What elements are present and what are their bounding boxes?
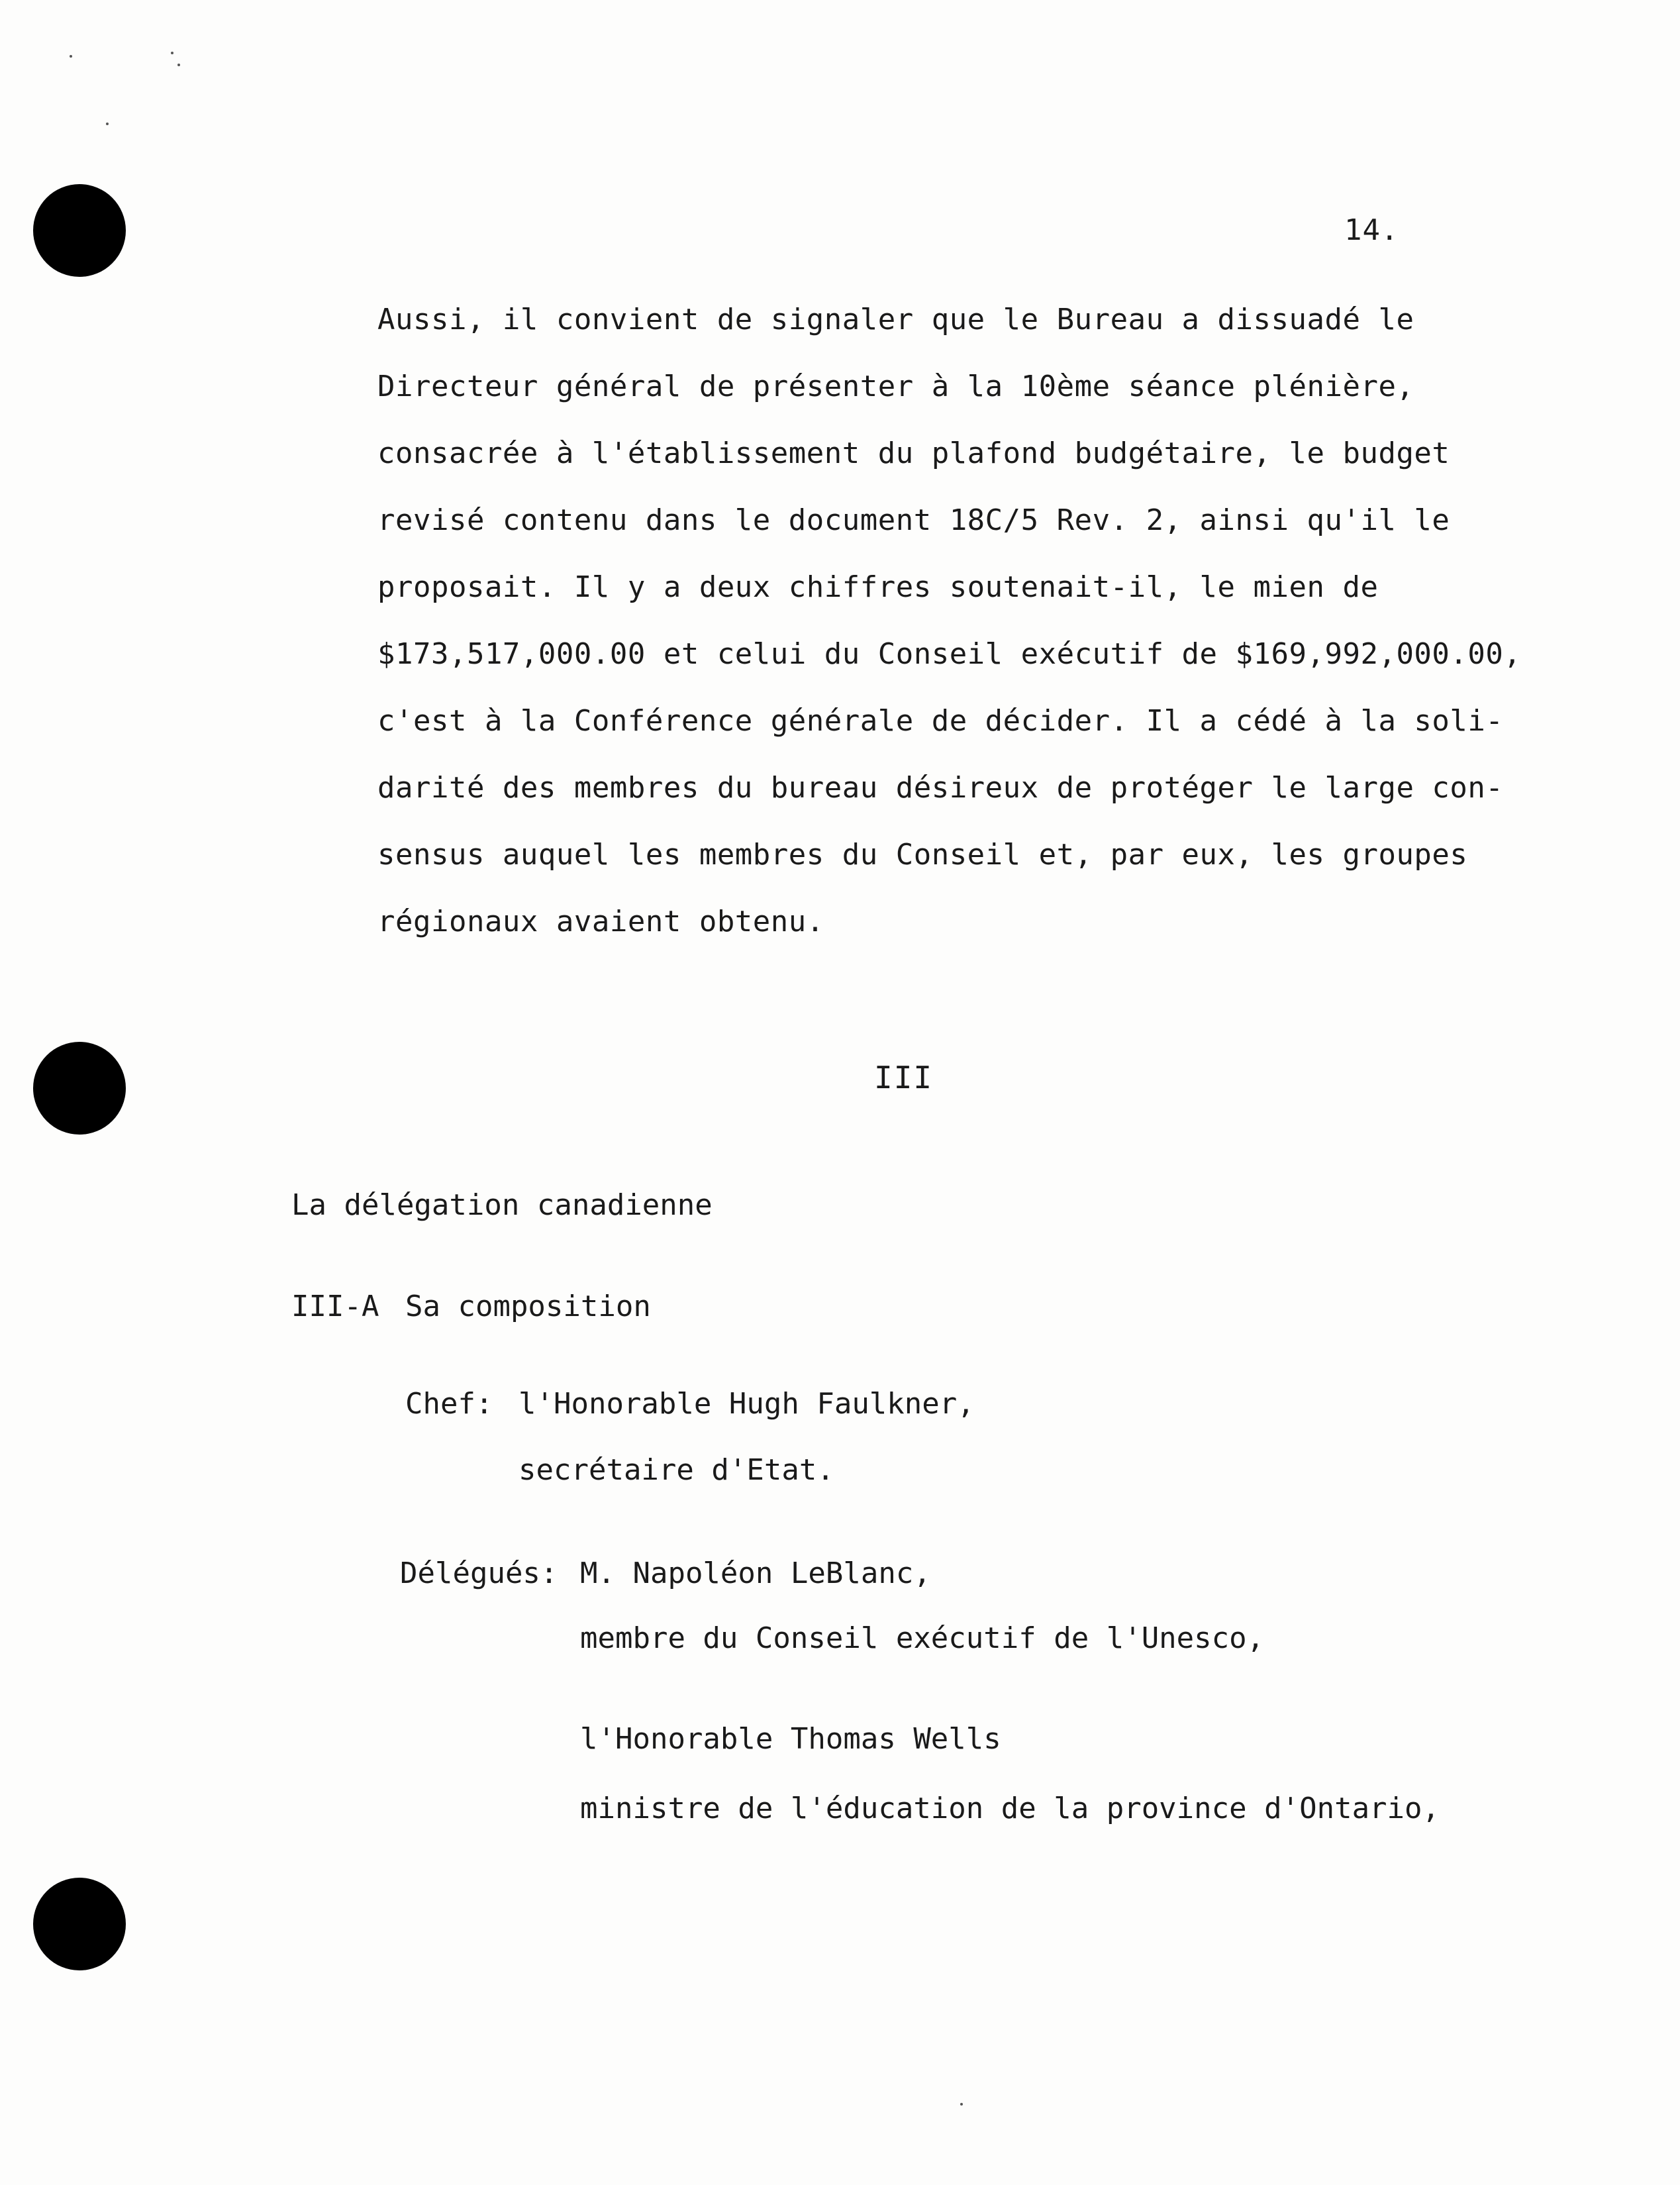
delegues-label: Délégués: bbox=[400, 1556, 558, 1590]
subsection-heading bbox=[291, 1290, 651, 1323]
chef-label: Chef: bbox=[405, 1387, 493, 1421]
delegue-2-title: ministre de l'éducation de la province d'Ontario, bbox=[580, 1792, 1440, 1825]
scan-speck bbox=[177, 64, 180, 66]
section-heading: La délégation canadienne bbox=[291, 1188, 713, 1222]
punch-hole-bottom bbox=[33, 1878, 126, 1970]
paragraph-line: revisé contenu dans le document 18C/5 Rev. 2, ainsi qu'il le bbox=[377, 503, 1450, 537]
scan-speck bbox=[106, 123, 109, 125]
paragraph-line: régionaux avaient obtenu. bbox=[377, 905, 824, 939]
paragraph-line: Directeur général de présenter à la 10ème séance plénière, bbox=[377, 370, 1414, 403]
chef-name: l'Honorable Hugh Faulkner, bbox=[519, 1387, 975, 1421]
delegue-1-name: M. Napoléon LeBlanc, bbox=[580, 1556, 931, 1590]
chef-title: secrétaire d'Etat. bbox=[519, 1453, 834, 1487]
page-number: 14. bbox=[1344, 213, 1399, 247]
paragraph-line: proposait. Il y a deux chiffres soutenait-il, le mien de bbox=[377, 570, 1379, 604]
scan-speck bbox=[70, 55, 72, 58]
paragraph-line: darité des membres du bureau désireux de protéger le large con- bbox=[377, 771, 1504, 805]
delegue-1-title: membre du Conseil exécutif de l'Unesco, bbox=[580, 1621, 1265, 1655]
paragraph-line: c'est à la Conférence générale de décider. Il a cédé à la soli- bbox=[377, 704, 1504, 738]
paragraph-line: sensus auquel les membres du Conseil et, par eux, les groupes bbox=[377, 838, 1468, 872]
subsection-title: Sa composition bbox=[405, 1290, 651, 1323]
body-paragraph bbox=[377, 286, 1522, 955]
paragraph-line: $173,517,000.00 et celui du Conseil exécutif de $169,992,000.00, bbox=[377, 637, 1522, 671]
delegue-2-name: l'Honorable Thomas Wells bbox=[580, 1722, 1001, 1756]
scan-speck bbox=[171, 52, 173, 54]
scan-speck bbox=[960, 2103, 963, 2106]
paragraph-line: Aussi, il convient de signaler que le Bureau a dissuadé le bbox=[377, 303, 1414, 336]
punch-hole-middle bbox=[33, 1042, 126, 1135]
paragraph-line: consacrée à l'établissement du plafond budgétaire, le budget bbox=[377, 436, 1450, 470]
subsection-number: III-A bbox=[291, 1290, 379, 1323]
section-numeral: III bbox=[874, 1060, 934, 1095]
punch-hole-top bbox=[33, 184, 126, 277]
